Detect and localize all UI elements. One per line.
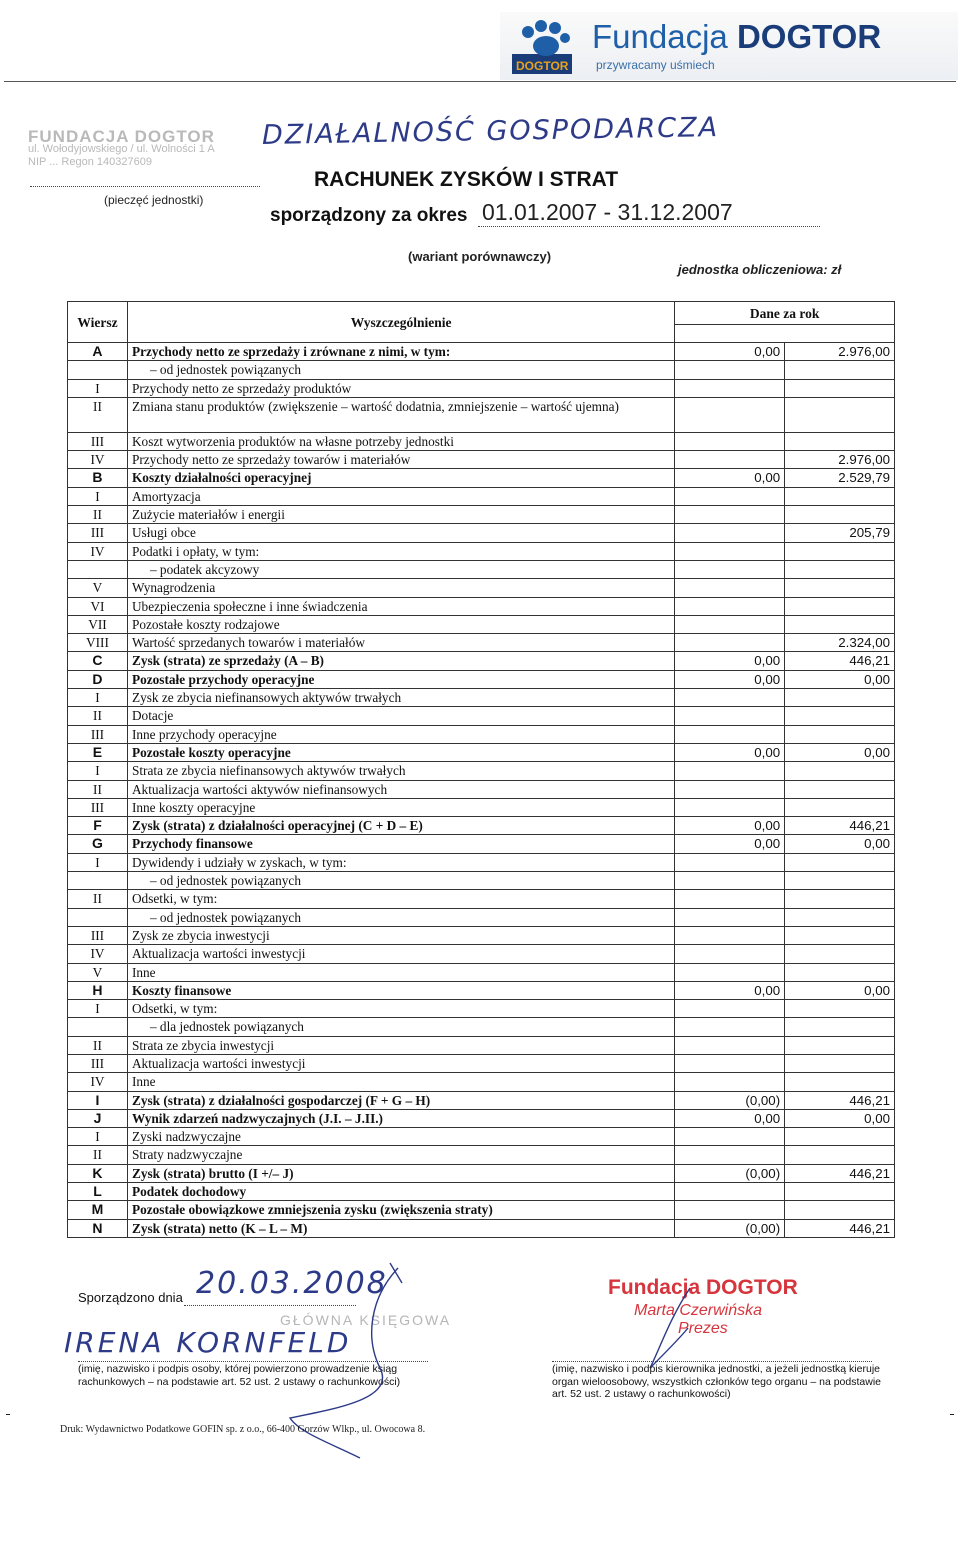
accountant-caption: (imię, nazwisko i podpis osoby, której powierzono prowadzenie ksiąg rachunkowych – na podstawie art. 52 ust. 2 ustawy o rachunkowości) (78, 1363, 401, 1388)
row-label: Strata ze zbycia inwestycji (127, 1036, 674, 1054)
row-label: Amortyzacja (127, 487, 674, 505)
row-label: Odsetki, w tym: (127, 890, 674, 908)
logo-tagline: przywracamy uśmiech (596, 58, 715, 72)
table-row (68, 343, 895, 361)
logo-badge: DOGTOR (516, 59, 569, 73)
table-row (68, 1036, 895, 1054)
row-value-current (785, 689, 895, 707)
row-id: I (68, 379, 128, 397)
handwritten-accountant-name: IRENA KORNFELD (64, 1326, 352, 1359)
margin-mark (6, 1414, 10, 1415)
header-data: Dane za rok (675, 302, 895, 343)
row-value-previous (675, 615, 785, 633)
table-row (68, 981, 895, 999)
document-title: RACHUNEK ZYSKÓW I STRAT (314, 168, 619, 191)
row-label: Koszt wytworzenia produktów na własne potrzeby jednostki (127, 432, 674, 450)
row-label: Podatek dochodowy (127, 1183, 674, 1201)
row-value-previous: 0,00 (675, 981, 785, 999)
row-value-previous (675, 926, 785, 944)
row-id: III (68, 725, 128, 743)
row-label: Straty nadzwyczajne (127, 1146, 674, 1164)
table-row (68, 361, 895, 379)
row-value-previous (675, 689, 785, 707)
row-label: Przychody netto ze sprzedaży towarów i materiałów (127, 451, 674, 469)
table-row (68, 780, 895, 798)
row-value-previous (675, 634, 785, 652)
table-row (68, 1164, 895, 1182)
row-value-current (785, 560, 895, 578)
row-value-previous (675, 1018, 785, 1036)
table-row (68, 670, 895, 688)
stamp-ids: NIP ... Regon 140327609 (28, 156, 152, 168)
row-value-current (785, 1201, 895, 1219)
row-value-current (785, 780, 895, 798)
row-value-previous (675, 379, 785, 397)
table-row (68, 1000, 895, 1018)
row-label: – od jednostek powiązanych (127, 872, 674, 890)
currency-label: jednostka obliczeniowa: zł (678, 262, 842, 277)
table-row (68, 542, 895, 560)
row-label: Aktualizacja wartości aktywów niefinansowych (127, 780, 674, 798)
row-value-previous (675, 579, 785, 597)
row-value-current (785, 872, 895, 890)
table-row (68, 597, 895, 615)
row-label: Inne (127, 963, 674, 981)
row-id: I (68, 1091, 128, 1109)
row-label: Zysk (strata) brutto (I +/– J) (127, 1164, 674, 1182)
variant-label: (wariant porównawczy) (408, 249, 552, 264)
row-value-current: 446,21 (785, 1091, 895, 1109)
row-value-current (785, 963, 895, 981)
row-label: Zysk (strata) netto (K – L – M) (127, 1219, 674, 1237)
row-id: VI (68, 597, 128, 615)
director-stamp-org: Fundacja DOGTOR (608, 1276, 798, 1299)
table-row (68, 397, 895, 432)
row-id: I (68, 1000, 128, 1018)
table-body (68, 343, 895, 1238)
table-row (68, 908, 895, 926)
table-row (68, 1146, 895, 1164)
row-id: III (68, 926, 128, 944)
row-value-current: 2.529,79 (785, 469, 895, 487)
row-id (68, 1018, 128, 1036)
table-row (68, 926, 895, 944)
row-label: Aktualizacja wartości inwestycji (127, 1054, 674, 1072)
row-id: VII (68, 615, 128, 633)
table-row (68, 634, 895, 652)
row-value-current (785, 945, 895, 963)
row-id: III (68, 432, 128, 450)
row-label: – podatek akcyzowy (127, 560, 674, 578)
row-value-current (785, 1146, 895, 1164)
row-label: Podatki i opłaty, w tym: (127, 542, 674, 560)
row-label: Inne (127, 1073, 674, 1091)
row-label: Odsetki, w tym: (127, 1000, 674, 1018)
table-row (68, 1018, 895, 1036)
row-value-previous (675, 1000, 785, 1018)
row-value-previous (675, 1054, 785, 1072)
row-id: I (68, 689, 128, 707)
row-value-current: 0,00 (785, 670, 895, 688)
row-id: K (68, 1164, 128, 1182)
row-id (68, 872, 128, 890)
table-row (68, 615, 895, 633)
prepared-date-label: Sporządzono dnia (78, 1290, 183, 1305)
table-row (68, 963, 895, 981)
table-row (68, 487, 895, 505)
table-row (68, 835, 895, 853)
table-header-row (68, 302, 895, 343)
row-id: A (68, 343, 128, 361)
row-value-current (785, 615, 895, 633)
table-row (68, 1091, 895, 1109)
table-row (68, 743, 895, 761)
row-label: Pozostałe przychody operacyjne (127, 670, 674, 688)
row-id: I (68, 487, 128, 505)
row-label: Usługi obce (127, 524, 674, 542)
faint-role-stamp: GŁÓWNA KSIĘGOWA (280, 1312, 452, 1328)
row-id: F (68, 817, 128, 835)
header-divider (4, 81, 956, 82)
row-label: – dla jednostek powiązanych (127, 1018, 674, 1036)
row-id: II (68, 506, 128, 524)
row-value-current (785, 487, 895, 505)
row-label: – od jednostek powiązanych (127, 908, 674, 926)
row-value-previous (675, 853, 785, 871)
table-row (68, 707, 895, 725)
row-value-previous (675, 597, 785, 615)
row-id: G (68, 835, 128, 853)
row-value-previous (675, 397, 785, 432)
table-row (68, 1201, 895, 1219)
stamp-line (30, 186, 260, 187)
row-label: Dotacje (127, 707, 674, 725)
director-caption: (imię, nazwisko i podpis kierownika jednostki, a jeżeli jednostką kieruje organ wieloosobowy, wszystkich członków tego organu – na podstawie art. 52 ust. 2 ustawy o rachunkowości) (552, 1363, 881, 1400)
table-row (68, 798, 895, 816)
row-id: II (68, 707, 128, 725)
director-stamp-role: Prezes (678, 1320, 728, 1337)
table-row (68, 469, 895, 487)
row-id: H (68, 981, 128, 999)
row-label: Koszty finansowe (127, 981, 674, 999)
row-value-current (785, 1054, 895, 1072)
row-value-current (785, 890, 895, 908)
stamp-caption: (pieczęć jednostki) (104, 193, 204, 207)
row-id: IV (68, 945, 128, 963)
table-row (68, 872, 895, 890)
row-value-current: 2.976,00 (785, 451, 895, 469)
period-line (478, 226, 820, 227)
row-id: II (68, 890, 128, 908)
table-row (68, 652, 895, 670)
row-value-previous: 0,00 (675, 1109, 785, 1127)
row-value-current (785, 506, 895, 524)
row-value-current: 205,79 (785, 524, 895, 542)
row-label: Przychody netto ze sprzedaży produktów (127, 379, 674, 397)
table-row (68, 853, 895, 871)
row-value-current (785, 798, 895, 816)
row-label: Inne koszty operacyjne (127, 798, 674, 816)
table-row (68, 560, 895, 578)
row-label: Koszty działalności operacyjnej (127, 469, 674, 487)
row-id: III (68, 524, 128, 542)
row-value-current (785, 762, 895, 780)
table-row (68, 1054, 895, 1072)
row-value-previous (675, 432, 785, 450)
row-value-current (785, 1183, 895, 1201)
row-value-current (785, 579, 895, 597)
row-label: Inne przychody operacyjne (127, 725, 674, 743)
printer-note: Druk: Wydawnictwo Podatkowe GOFIN sp. z o.o., 66-400 Gorzów Wlkp., ul. Owocowa 8. (60, 1424, 426, 1435)
row-id: E (68, 743, 128, 761)
row-id: I (68, 853, 128, 871)
row-value-current: 0,00 (785, 1109, 895, 1127)
row-value-current: 2.976,00 (785, 343, 895, 361)
row-value-current (785, 432, 895, 450)
row-id: B (68, 469, 128, 487)
row-value-previous (675, 872, 785, 890)
header-row-id: Wiersz (68, 302, 128, 343)
row-value-current (785, 926, 895, 944)
row-id: C (68, 652, 128, 670)
row-label: Wynik zdarzeń nadzwyczajnych (J.I. – J.II.) (127, 1109, 674, 1127)
row-label: Pozostałe koszty rodzajowe (127, 615, 674, 633)
row-id: III (68, 1054, 128, 1072)
row-value-previous: (0,00) (675, 1091, 785, 1109)
row-value-previous (675, 560, 785, 578)
row-id: II (68, 397, 128, 432)
row-id: VIII (68, 634, 128, 652)
row-label: Zyski nadzwyczajne (127, 1128, 674, 1146)
row-id: N (68, 1219, 128, 1237)
row-value-current (785, 725, 895, 743)
row-id: IV (68, 1073, 128, 1091)
row-label: Strata ze zbycia niefinansowych aktywów trwałych (127, 762, 674, 780)
row-id: L (68, 1183, 128, 1201)
row-id: V (68, 963, 128, 981)
table-row (68, 506, 895, 524)
row-value-current (785, 1000, 895, 1018)
table-row (68, 1183, 895, 1201)
row-value-current (785, 1128, 895, 1146)
row-label: Zysk (strata) ze sprzedaży (A – B) (127, 652, 674, 670)
row-label: Zużycie materiałów i energii (127, 506, 674, 524)
row-id: II (68, 780, 128, 798)
row-label: Przychody netto ze sprzedaży i zrównane z nimi, w tym: (127, 343, 674, 361)
row-value-previous (675, 524, 785, 542)
row-label: Zysk (strata) z działalności gospodarczej (F + G – H) (127, 1091, 674, 1109)
row-value-previous (675, 361, 785, 379)
row-value-previous: 0,00 (675, 835, 785, 853)
row-value-current: 446,21 (785, 1164, 895, 1182)
table-row (68, 1109, 895, 1127)
row-label: Zysk ze zbycia niefinansowych aktywów trwałych (127, 689, 674, 707)
table-row (68, 762, 895, 780)
organization-stamp (28, 127, 238, 169)
table-row (68, 945, 895, 963)
row-id: I (68, 762, 128, 780)
row-id: D (68, 670, 128, 688)
row-value-previous (675, 1036, 785, 1054)
stamp-address: ul. Wołodyjowskiego / ul. Wolności 1 A (28, 143, 215, 155)
row-value-previous (675, 1128, 785, 1146)
row-value-previous (675, 762, 785, 780)
table-row (68, 1128, 895, 1146)
header-description: Wyszczególnienie (127, 302, 674, 343)
row-value-current (785, 397, 895, 432)
table-row (68, 524, 895, 542)
row-value-current: 0,00 (785, 835, 895, 853)
row-id: II (68, 1146, 128, 1164)
row-value-previous (675, 725, 785, 743)
row-value-current (785, 379, 895, 397)
row-label: Zmiana stanu produktów (zwiększenie – wartość dodatnia, zmniejszenie – wartość ujemna) (127, 397, 674, 432)
row-id: IV (68, 542, 128, 560)
row-value-previous (675, 908, 785, 926)
row-value-previous: 0,00 (675, 743, 785, 761)
row-value-current (785, 1036, 895, 1054)
organization-logo (500, 12, 958, 80)
row-value-previous: (0,00) (675, 1164, 785, 1182)
period-value: 01.01.2007 - 31.12.2007 (482, 199, 733, 225)
table-row (68, 432, 895, 450)
row-label: Przychody finansowe (127, 835, 674, 853)
row-label: Zysk (strata) z działalności operacyjnej (C + D – E) (127, 817, 674, 835)
row-id: III (68, 798, 128, 816)
table-row (68, 817, 895, 835)
row-value-previous (675, 780, 785, 798)
row-label: Wartość sprzedanych towarów i materiałów (127, 634, 674, 652)
row-label: Zysk ze zbycia inwestycji (127, 926, 674, 944)
paw-print-icon (508, 18, 580, 76)
margin-mark (950, 1414, 954, 1415)
table-row (68, 1219, 895, 1237)
row-value-current: 446,21 (785, 817, 895, 835)
row-value-previous (675, 1201, 785, 1219)
row-label: Pozostałe koszty operacyjne (127, 743, 674, 761)
row-id (68, 361, 128, 379)
row-label: Pozostałe obowiązkowe zmniejszenia zysku (zwiększenia straty) (127, 1201, 674, 1219)
row-value-previous: 0,00 (675, 670, 785, 688)
row-value-previous (675, 1146, 785, 1164)
row-label: Aktualizacja wartości inwestycji (127, 945, 674, 963)
table-row (68, 725, 895, 743)
director-signature-line (552, 1361, 872, 1362)
row-label: Ubezpieczenia społeczne i inne świadczenia (127, 597, 674, 615)
logo-name: Fundacja DOGTOR (592, 18, 882, 55)
row-id: J (68, 1109, 128, 1127)
period-label: sporządzony za okres (270, 205, 468, 226)
director-stamp-name: Marta Czerwińska (634, 1302, 763, 1319)
row-value-current (785, 1073, 895, 1091)
row-label: Wynagrodzenia (127, 579, 674, 597)
row-id: IV (68, 451, 128, 469)
row-value-current: 0,00 (785, 981, 895, 999)
table-row (68, 890, 895, 908)
row-value-previous (675, 707, 785, 725)
table-row (68, 579, 895, 597)
row-value-previous (675, 945, 785, 963)
row-label: – od jednostek powiązanych (127, 361, 674, 379)
row-value-previous (675, 487, 785, 505)
table-row (68, 451, 895, 469)
table-row (68, 689, 895, 707)
row-value-previous (675, 1073, 785, 1091)
row-value-previous (675, 798, 785, 816)
row-value-current (785, 908, 895, 926)
row-value-current: 0,00 (785, 743, 895, 761)
row-id (68, 908, 128, 926)
stamp-name: FUNDACJA DOGTOR (28, 127, 215, 146)
handwritten-date: 20.03.2008 (196, 1266, 388, 1301)
row-value-previous (675, 451, 785, 469)
row-value-current (785, 1018, 895, 1036)
row-id: M (68, 1201, 128, 1219)
row-value-previous: 0,00 (675, 817, 785, 835)
row-value-current (785, 707, 895, 725)
row-value-previous (675, 963, 785, 981)
row-value-current (785, 361, 895, 379)
row-value-current: 446,21 (785, 652, 895, 670)
row-id: I (68, 1128, 128, 1146)
row-value-previous (675, 1183, 785, 1201)
row-value-previous: 0,00 (675, 343, 785, 361)
row-value-current: 446,21 (785, 1219, 895, 1237)
row-label: Dywidendy i udziały w zyskach, w tym: (127, 853, 674, 871)
row-value-previous (675, 506, 785, 524)
row-value-previous: 0,00 (675, 652, 785, 670)
row-value-current (785, 853, 895, 871)
row-value-previous: (0,00) (675, 1219, 785, 1237)
table-row (68, 1073, 895, 1091)
row-value-previous (675, 890, 785, 908)
row-value-previous: 0,00 (675, 469, 785, 487)
row-value-current (785, 597, 895, 615)
handwritten-activity: DZIAŁALNOŚĆ GOSPODARCZA (261, 112, 720, 151)
table-row (68, 379, 895, 397)
income-statement-table (67, 301, 895, 1238)
row-value-current (785, 542, 895, 560)
row-value-current: 2.324,00 (785, 634, 895, 652)
row-id: V (68, 579, 128, 597)
row-id (68, 560, 128, 578)
row-id: II (68, 1036, 128, 1054)
row-value-previous (675, 542, 785, 560)
